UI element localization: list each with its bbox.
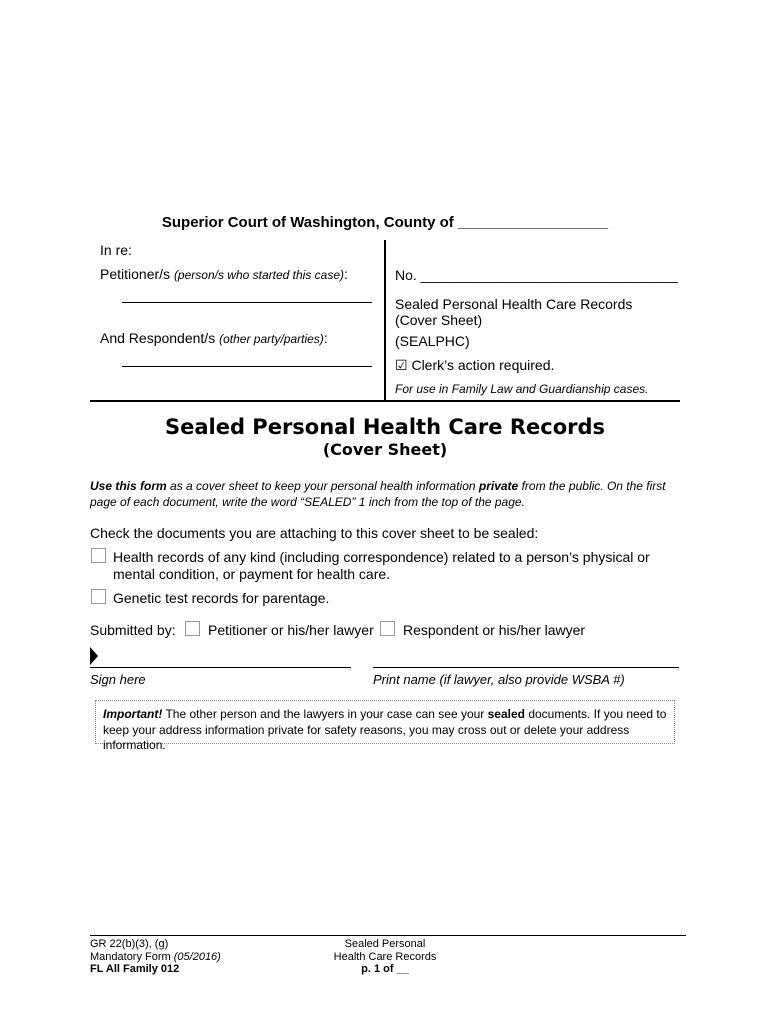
petitioner-checkbox[interactable] bbox=[185, 621, 200, 636]
respondent-label bbox=[100, 330, 328, 346]
health-records-checkbox[interactable] bbox=[91, 548, 106, 563]
form-subtitle: (Cover Sheet) bbox=[322, 440, 448, 459]
footer-left bbox=[90, 938, 221, 976]
footer-page-number: p. 1 of __ bbox=[361, 963, 409, 975]
caption-divider bbox=[384, 240, 386, 400]
footer-form-id: FL All Family 012 bbox=[90, 963, 180, 975]
footer-mandatory-date: (05/2016) bbox=[173, 950, 221, 963]
caption-bottom-rule bbox=[90, 400, 680, 402]
footer-center bbox=[310, 938, 460, 976]
intro-text-2: from the public. On the first page of each document, write the word “SEALED” 1 inch from the top of the page. bbox=[90, 479, 666, 509]
respondent-label-text: And Respondent/s bbox=[100, 330, 216, 346]
footer-mandatory bbox=[90, 951, 221, 964]
use-note: For use in Family Law and Guardianship cases. bbox=[395, 382, 649, 396]
sign-here-label: Sign here bbox=[90, 672, 146, 687]
footer-mandatory-text: Mandatory Form bbox=[90, 950, 174, 963]
respondent-colon: : bbox=[323, 330, 328, 346]
intro-text-1: as a cover sheet to keep your personal health information bbox=[166, 479, 479, 493]
respondent-checkbox[interactable] bbox=[380, 621, 395, 636]
intro-bold-2: private bbox=[478, 479, 519, 493]
clerk-action bbox=[395, 357, 554, 374]
petitioner-label bbox=[100, 266, 348, 282]
important-text-1: The other person and the lawyers in your case can see your bbox=[162, 707, 488, 721]
health-records-line2: mental condition, or payment for health care. bbox=[113, 566, 391, 582]
submitted-by-label: Submitted by: bbox=[90, 622, 176, 638]
form-title: Sealed Personal Health Care Records bbox=[164, 415, 606, 439]
important-text bbox=[103, 707, 669, 754]
important-bold-2: sealed bbox=[487, 707, 525, 721]
checklist-header: Check the documents you are attaching to this cover sheet to be sealed: bbox=[90, 525, 539, 541]
doc-code: (SEALPHC) bbox=[395, 333, 470, 349]
respondent-note: (other party/parties) bbox=[219, 332, 324, 346]
footer-center-line2: Health Care Records bbox=[333, 950, 437, 963]
in-re-label: In re: bbox=[100, 242, 132, 258]
court-title: Superior Court of Washington, County of __________________ bbox=[161, 214, 609, 231]
genetic-records-checkbox[interactable] bbox=[91, 589, 106, 604]
health-records-label bbox=[113, 549, 650, 583]
important-notice bbox=[95, 700, 675, 752]
print-name-line[interactable] bbox=[373, 667, 679, 668]
respondent-option-label: Respondent or his/her lawyer bbox=[403, 622, 586, 638]
petitioner-note: (person/s who started this case) bbox=[173, 268, 345, 282]
health-records-line1: Health records of any kind (including correspondence) related to a person’s physical or bbox=[113, 549, 650, 565]
clerk-action-text: Clerk’s action required. bbox=[411, 357, 555, 373]
genetic-records-label: Genetic test records for parentage. bbox=[113, 590, 330, 606]
important-label: Important! bbox=[103, 707, 163, 721]
sign-arrow-icon bbox=[90, 647, 98, 665]
case-number[interactable]: No. _________________________________ bbox=[395, 267, 678, 283]
intro-paragraph bbox=[90, 478, 680, 510]
respondent-name-line[interactable] bbox=[122, 366, 372, 367]
important-text-2: documents. If you need to keep your address information private for safety reasons, you may cross out or delete your address information. bbox=[103, 707, 667, 752]
petitioner-label-text: Petitioner/s bbox=[100, 266, 171, 282]
signature-line[interactable] bbox=[90, 667, 351, 668]
footer-rule bbox=[90, 935, 686, 936]
case-caption bbox=[90, 240, 680, 402]
footer-rule-citation: GR 22(b)(3), (g) bbox=[90, 938, 169, 950]
doc-title-line2: (Cover Sheet) bbox=[395, 312, 483, 328]
checked-box-icon: ☑ bbox=[395, 357, 408, 373]
doc-title-block bbox=[395, 296, 632, 328]
petitioner-colon: : bbox=[344, 266, 348, 282]
doc-title-line1: Sealed Personal Health Care Records bbox=[395, 296, 633, 312]
print-name-label: Print name (if lawyer, also provide WSBA #) bbox=[373, 672, 625, 687]
footer-center-line1: Sealed Personal bbox=[344, 938, 426, 950]
intro-bold-1: Use this form bbox=[90, 479, 167, 493]
petitioner-name-line[interactable] bbox=[122, 302, 372, 303]
petitioner-option-label: Petitioner or his/her lawyer bbox=[208, 622, 374, 638]
